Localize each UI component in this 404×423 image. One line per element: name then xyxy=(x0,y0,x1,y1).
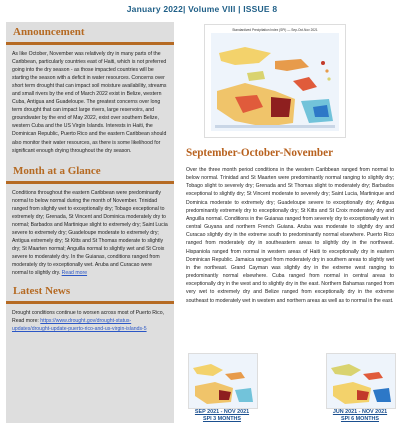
spi-3-month-caption[interactable] xyxy=(180,409,264,423)
spi-3-month-map-image xyxy=(189,354,257,408)
newsletter-header: January 2022| Volume VIII | ISSUE 8 xyxy=(126,4,278,14)
spi-map-title: Standardized Precipitation Index (SPI) — Sep-Oct-Nov 2021 xyxy=(232,28,318,32)
latest-news-text: Drought conditions continue to worsen across most of Puerto Rico, Read more: xyxy=(12,310,165,325)
spi-6-month-caption-line1: JUN 2021 - NOV 2021 xyxy=(332,409,388,415)
month-glance-text-wrap xyxy=(6,189,174,278)
spi-map-main xyxy=(204,24,346,138)
announcement-title: Announcement xyxy=(13,26,85,38)
month-glance-text: Conditions throughout the eastern Caribbean were predominantly normal to below normal during the month of November. Trinidad ranged from slightly wet to exceptionally dry; Tobago exceptional to extremely dry; Grenada, St Vincent and Dominica moderately dry to normal; Barbados and Martinique slight to extremely dry; Saint Lucia severe to extremely dry; Guadeloupe moderate to extremely dry; Antigua extremely dry; St Kitts and St Thomas moderate to slightly dry; St Maarten normal; Anguilla normal to slightly wet and St Croix severe to moderately dry. In the Guianas, conditions ranged from moderately dry to exceptionally wet. Aruba and Curacao were normal to slightly dry. xyxy=(12,189,168,277)
spi-6-month-map[interactable] xyxy=(326,353,396,409)
latest-news-text-wrap xyxy=(6,309,174,333)
spi-6-month-map-image xyxy=(327,354,395,408)
caribbean-map-image xyxy=(205,25,345,137)
latest-news-title: Latest News xyxy=(13,285,71,298)
article-title: September-October-November xyxy=(186,147,334,159)
latest-news-link[interactable]: https://www.drought.gov/drought-status-updates/drought-update-puerto-rico-and-us-virgin-islands-5 xyxy=(12,318,147,333)
spi-6-month-caption-line2: SPI 6 MONTHS xyxy=(340,416,380,422)
month-glance-divider xyxy=(6,181,174,184)
announcement-divider xyxy=(6,42,174,45)
announcement-text: As like October, November was relatively dry in many parts of the Caribbean, particularly countries east of Haiti, which is not preferred going into the dry season - as those impacted countries will be starting the season with a deficit in water resources. Concerns over short term drought that can impact soil moisture availability, streams and small rivers by the end of March 2022 exist in Belize, western Cuba, Antigua and Guadeloupe. The greatest concerns over long term drought that can impact large rivers, large reservoirs, and groundwater by the end of May 2022, exist over southern Belize, western Cuba and the US Virgin Islands. Interests in Haiti, the Dominican Republic, Puerto Rico and the eastern Caribbean should also monitor their water resources, as there is some likelihood for significant enough drying throughout the dry season. xyxy=(12,51,167,154)
latest-news-divider xyxy=(6,301,174,304)
month-glance-read-more-link[interactable]: Read more xyxy=(61,270,88,277)
spi-3-month-caption-line1: SEP 2021 - NOV 2021 xyxy=(194,409,250,415)
sidebar xyxy=(6,22,174,423)
spi-3-month-map[interactable] xyxy=(188,353,258,409)
month-glance-title: Month at a Glance xyxy=(13,164,101,177)
spi-3-month-caption-line2: SPI 3 MONTHS xyxy=(202,416,242,422)
spi-6-month-caption[interactable] xyxy=(318,409,402,423)
article-text: Over the three month period conditions in the western Caribbean ranged from normal to below normal. Trinidad and St Maarten were predominantly normal ranging to slightly dry; Tobago slight to severely dry; Grenada and St Thomas slight to moderately dry; Barbados exceptional to slightly dry; St Vincent moderate to severely dry; Saint Lucia, Martinique and Dominica moderate to extremely dry; Guadeloupe severe to exceptionally dry; Antigua predominantly extremely dry to exceptionally dry; St Kitts and St Croix moderately dry and Anguilla normal. Conditions in the Guianas ranged from severely dry to exceptionally wet in central Guyana and northern French Guiana. Aruba was moderate to slightly dry and Curacao slightly dry in the extreme south to predominantly normal elsewhere. Puerto Rico ranged from moderately dry in southeastern areas to slightly dry in the northwest. Hispaniola ranged from normal in western areas of Haiti to exceptionally dry in eastern Dominican Republic. Jamaica ranged from moderately dry in southern areas to slightly wet in the northeast. Grand Cayman was slightly dry in the extreme west ranging to predominantly normal elsewhere. Cuba ranged from normal in central areas to exceptionally dry in the west and to slightly dry in the east. Northern Bahamas ranged from very wet to extremely dry and Belize ranged from exceptionally dry in the extreme southeast to moderately wet in western and northern areas as well as to normal in the east. xyxy=(186,167,394,304)
